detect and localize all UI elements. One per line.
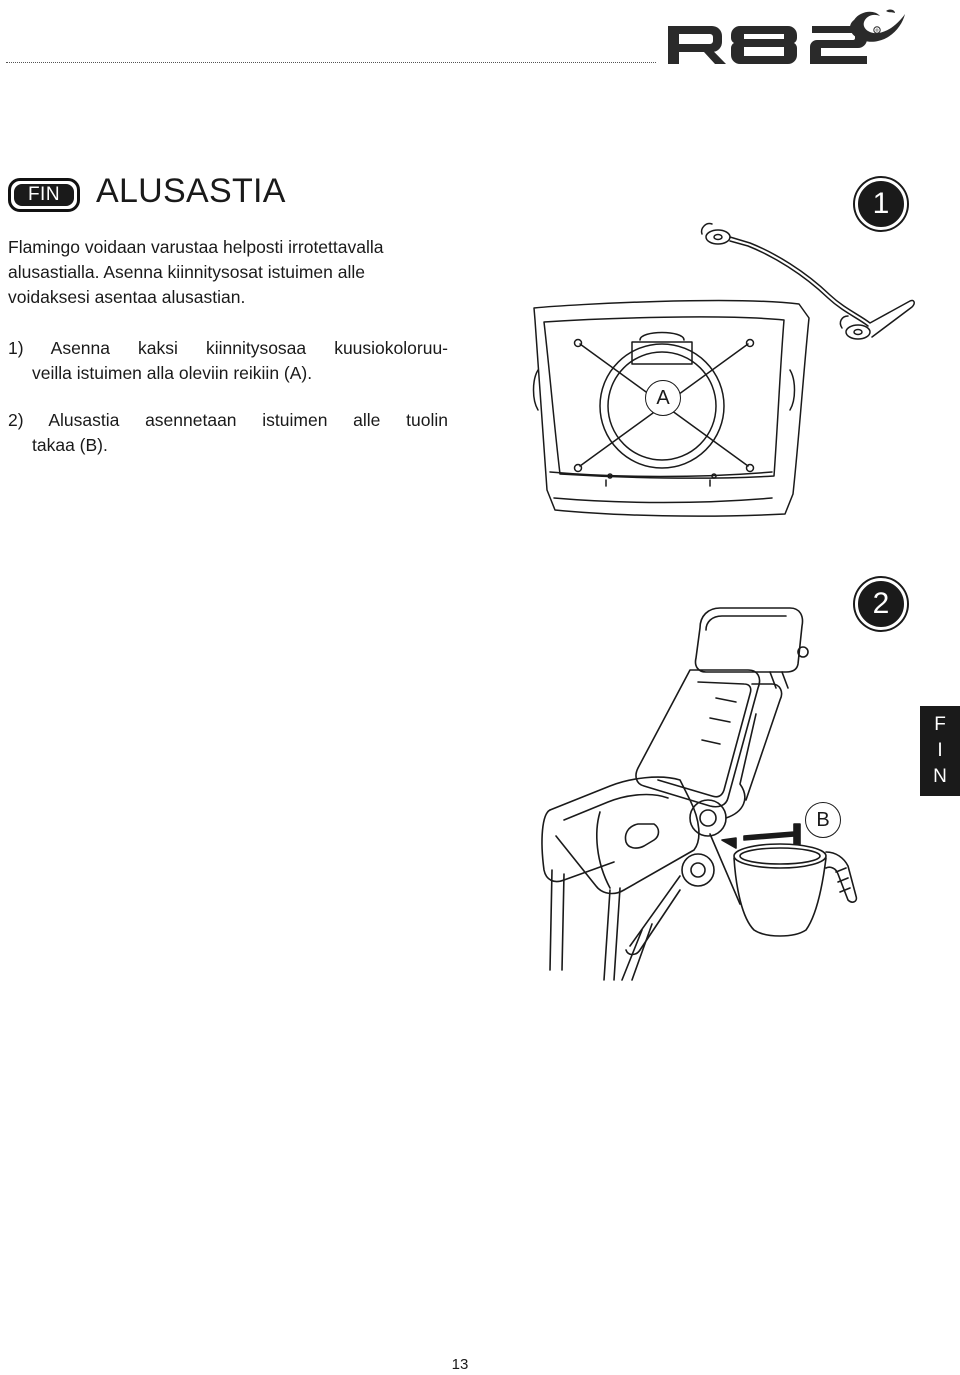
step-2-line-2: takaa (B). bbox=[32, 435, 108, 455]
figure-1-label-a: A bbox=[645, 380, 681, 416]
figure-2-number: 2 bbox=[855, 578, 907, 630]
step-2-line-1: 2) Alusastia asennetaan istuimen alle tuolin bbox=[8, 410, 448, 430]
side-tab-letter-i: I bbox=[937, 740, 943, 761]
intro-paragraph: Flamingo voidaan varustaa helposti irrotettavalla alusastialla. Asenna kiinnitysosat istuimen alle voidaksesi asentaa alusastian. bbox=[8, 237, 384, 307]
step-1 bbox=[8, 336, 448, 386]
figure-1-number: 1 bbox=[855, 178, 907, 230]
side-language-tab bbox=[920, 706, 960, 796]
language-badge-label: FIN bbox=[14, 184, 74, 206]
figure-1-seat-underside-illustration bbox=[520, 210, 920, 530]
brand-logo bbox=[664, 6, 914, 68]
side-tab-letter-n: N bbox=[933, 766, 947, 787]
figure-2-label-b: B bbox=[805, 802, 841, 838]
header-dotted-rule bbox=[6, 62, 656, 63]
section-title: ALUSASTIA bbox=[96, 172, 286, 210]
step-1-line-2: veilla istuimen alla oleviin reikiin (A). bbox=[32, 363, 313, 383]
registered-mark: ® bbox=[874, 29, 880, 34]
step-1-line-1: 1) Asenna kaksi kiinnitysosaa kuusiokoloruu- bbox=[8, 338, 448, 358]
step-2 bbox=[8, 408, 448, 458]
language-badge bbox=[8, 178, 80, 212]
figure-2-chair-with-potty-illustration bbox=[530, 600, 870, 990]
page-number: 13 bbox=[451, 1356, 469, 1373]
side-tab-letter-f: F bbox=[934, 714, 946, 735]
